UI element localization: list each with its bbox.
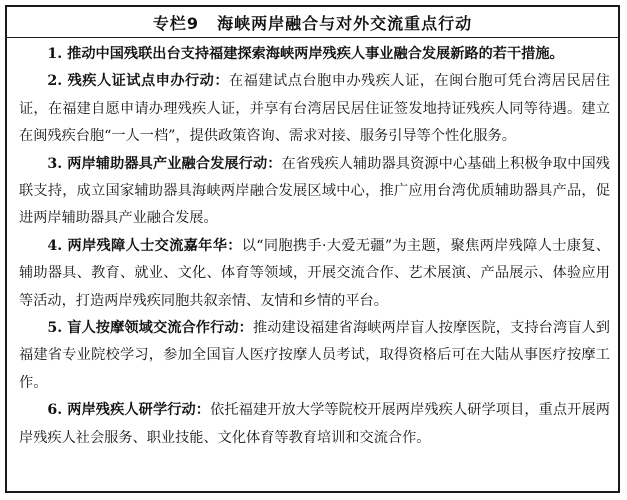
action-item-1-title: 1. 推动中国残联出台支持福建探索海峡两岸残疾人事业融合发展新路的若干措施。: [47, 46, 564, 62]
action-item-4-title: 4. 两岸残障人士交流嘉年华：: [47, 237, 242, 254]
action-item-3-body: 在省残疾人辅助器具资源中心基础上积极争取中国残联支持，成立国家辅助器具海峡两岸融合发展区域中心，推广应用台湾优质辅助器具产品，促进两岸辅助器具产业融合发展。: [19, 155, 610, 227]
action-item-6: [19, 397, 610, 452]
box-header: [7, 7, 618, 38]
action-item-6-title: 6. 两岸残疾人研学行动：: [47, 402, 211, 419]
action-item-3: [19, 151, 610, 233]
action-item-6-body: 依托福建开放大学等院校开展两岸残疾人研学项目，重点开展两岸残疾人社会服务、职业技能、文化体育等教育培训和交流合作。: [19, 402, 610, 446]
action-item-1: [19, 41, 610, 68]
action-item-2: [19, 68, 610, 150]
feature-box: [5, 5, 620, 493]
action-item-5-body: 推动建设福建省海峡两岸盲人按摩医院，支持台湾盲人到福建省专业院校学习，参加全国盲人医疗按摩人员考试，取得资格后可在大陆从事医疗按摩工作。: [19, 320, 610, 391]
action-item-5-title: 5. 盲人按摩领域交流合作行动：: [47, 320, 253, 337]
box-title: 海峡两岸融合与对外交流重点行动: [217, 13, 473, 33]
action-item-4-body: 以“同胞携手·大爱无疆”为主题，聚焦两岸残障人士康复、辅助器具、教育、就业、文化、体育等领域，开展交流合作、艺术展演、产品展示、体验应用等活动，打造两岸残疾同胞共叙亲情、友情和乡情的平台。: [19, 237, 610, 309]
action-item-2-title: 2. 残疾人证试点申办行动：: [47, 73, 230, 90]
action-item-3-title: 3. 两岸辅助器具产业融合发展行动：: [47, 155, 282, 172]
box-number: 专栏9: [152, 13, 200, 33]
box-content: [7, 38, 618, 452]
action-item-5: [19, 315, 610, 397]
action-item-4: [19, 233, 610, 315]
action-item-2-body: 在福建试点台胞申办残疾人证，在闽台胞可凭台湾居民居住证，在福建自愿申请办理残疾人证，并享有台湾居民居住证签发地持证残疾人同等待遇。建立在闽残疾台胞“一人一档”，提供政策咨询、需求对接、服务引导等个性化服务。: [19, 73, 610, 145]
